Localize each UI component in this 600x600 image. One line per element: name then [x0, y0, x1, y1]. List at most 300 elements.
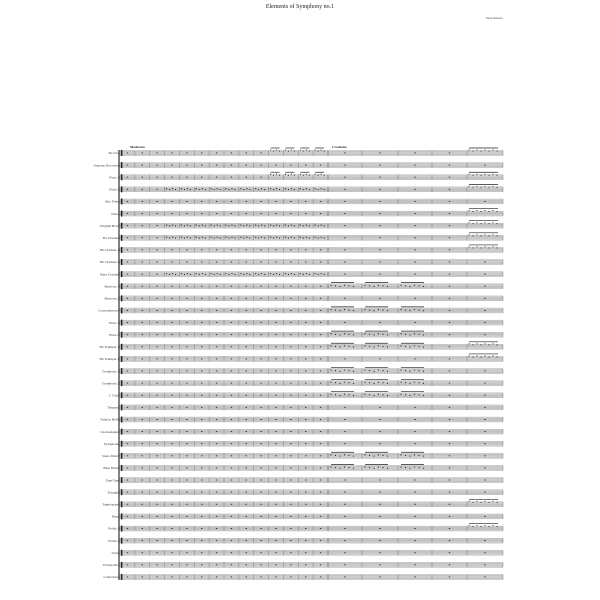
- note-head: [321, 188, 322, 189]
- rest: [127, 407, 128, 408]
- note-head: [255, 224, 256, 225]
- rest: [201, 358, 202, 359]
- rest: [344, 431, 345, 432]
- rest: [260, 334, 261, 335]
- rest: [216, 383, 217, 384]
- rest: [484, 419, 485, 420]
- rest: [201, 480, 202, 481]
- note-head: [387, 346, 388, 347]
- note-head: [211, 188, 212, 189]
- rest: [320, 467, 321, 468]
- note-head: [387, 371, 388, 372]
- note-head: [405, 467, 406, 468]
- note-head: [184, 189, 185, 190]
- note-head: [476, 222, 477, 223]
- rest: [484, 540, 485, 541]
- instrument-label: Bb Clarinet 2: [100, 260, 119, 265]
- note-head: [255, 188, 256, 189]
- staff: [120, 404, 503, 410]
- rest: [231, 480, 232, 481]
- staff: [120, 380, 503, 387]
- rest: [320, 577, 321, 578]
- rest: [231, 419, 232, 420]
- rest: [171, 419, 172, 420]
- rest: [320, 395, 321, 396]
- rest: [246, 262, 247, 263]
- note-head: [492, 210, 493, 211]
- rest: [305, 310, 306, 311]
- rest: [246, 346, 247, 347]
- note-head: [294, 225, 295, 226]
- instrument-label: Flute 1: [109, 175, 119, 180]
- staff: [120, 172, 503, 180]
- note-head: [205, 237, 206, 238]
- rest: [379, 213, 380, 214]
- rest: [186, 419, 187, 420]
- rest: [449, 577, 450, 578]
- rest: [414, 552, 415, 553]
- instrument-label: Tubular Bells: [99, 417, 119, 422]
- rest: [231, 431, 232, 432]
- note-head: [496, 175, 497, 176]
- note-head: [187, 237, 188, 238]
- rest: [379, 540, 380, 541]
- rest: [275, 504, 276, 505]
- rest: [484, 286, 485, 287]
- note-head: [187, 188, 188, 189]
- clef-mark: [121, 211, 122, 217]
- rest: [246, 249, 247, 250]
- note-head: [225, 188, 226, 189]
- rest: [305, 249, 306, 250]
- rest: [290, 165, 291, 166]
- note-head: [378, 454, 379, 455]
- rest: [290, 577, 291, 578]
- note-head: [344, 466, 345, 467]
- note-head: [418, 334, 419, 335]
- rest: [127, 249, 128, 250]
- note-head: [211, 273, 212, 274]
- rest: [127, 165, 128, 166]
- note-head: [382, 346, 383, 347]
- rest: [186, 480, 187, 481]
- note-head: [418, 285, 419, 286]
- note-head: [330, 369, 331, 370]
- rest: [320, 358, 321, 359]
- note-head: [496, 356, 497, 357]
- rest: [305, 552, 306, 553]
- rest: [231, 334, 232, 335]
- rest: [216, 540, 217, 541]
- rest: [171, 249, 172, 250]
- note-head: [382, 285, 383, 286]
- instrument-label: Flute 2: [109, 187, 119, 192]
- note-head: [480, 187, 481, 188]
- note-head: [348, 467, 349, 468]
- note-head: [285, 149, 286, 150]
- note-head: [378, 285, 379, 286]
- note-head: [335, 346, 336, 347]
- note-head: [279, 189, 280, 190]
- rest: [246, 492, 247, 493]
- note-head: [418, 467, 419, 468]
- rest: [449, 371, 450, 372]
- rest: [320, 322, 321, 323]
- note-head: [276, 149, 277, 150]
- rest: [171, 467, 172, 468]
- note-head: [496, 187, 497, 188]
- rest: [156, 455, 157, 456]
- note-head: [291, 174, 292, 175]
- rest: [142, 395, 143, 396]
- note-head: [492, 149, 493, 150]
- note-head: [273, 175, 274, 176]
- rest: [449, 383, 450, 384]
- staff: [120, 295, 503, 301]
- note-head: [344, 309, 345, 310]
- note-head: [217, 188, 218, 189]
- rest: [379, 274, 380, 275]
- rest: [305, 455, 306, 456]
- rest: [260, 407, 261, 408]
- staves: [119, 148, 503, 580]
- note-head: [476, 246, 477, 247]
- note-head: [279, 274, 280, 275]
- note-head: [187, 224, 188, 225]
- rest: [156, 262, 157, 263]
- note-head: [217, 224, 218, 225]
- rest: [414, 153, 415, 154]
- rest: [156, 334, 157, 335]
- rest: [246, 310, 247, 311]
- rest: [142, 383, 143, 384]
- clef-mark: [121, 513, 122, 519]
- rest: [127, 286, 128, 287]
- rest: [379, 237, 380, 238]
- rest: [246, 552, 247, 553]
- note-head: [243, 189, 244, 190]
- rest: [379, 249, 380, 250]
- note-head: [488, 187, 489, 188]
- note-head: [496, 150, 497, 151]
- note-head: [409, 346, 410, 347]
- clef-mark: [121, 150, 122, 156]
- rest: [484, 480, 485, 481]
- note-head: [315, 149, 316, 150]
- rest: [484, 564, 485, 565]
- rest: [156, 480, 157, 481]
- note-head: [303, 175, 304, 176]
- note-head: [306, 237, 307, 238]
- note-head: [243, 225, 244, 226]
- note-head: [261, 273, 262, 274]
- rest: [171, 540, 172, 541]
- note-head: [414, 382, 415, 383]
- rest: [275, 371, 276, 372]
- note-head: [496, 223, 497, 224]
- rest: [275, 443, 276, 444]
- rest: [201, 322, 202, 323]
- note-head: [382, 309, 383, 310]
- rest: [484, 298, 485, 299]
- rest: [186, 346, 187, 347]
- note-head: [211, 224, 212, 225]
- rest: [156, 516, 157, 517]
- rest: [379, 358, 380, 359]
- rest: [275, 249, 276, 250]
- rest: [201, 516, 202, 517]
- note-head: [243, 274, 244, 275]
- note-head: [387, 310, 388, 311]
- note-head: [303, 237, 304, 238]
- rest: [449, 516, 450, 517]
- rest: [484, 455, 485, 456]
- instrument-label: Glockenspiel: [100, 429, 119, 434]
- note-head: [220, 237, 221, 238]
- rest: [201, 407, 202, 408]
- rest: [290, 528, 291, 529]
- note-head: [273, 150, 274, 151]
- note-head: [387, 455, 388, 456]
- rest: [231, 310, 232, 311]
- rest: [142, 346, 143, 347]
- rest: [246, 286, 247, 287]
- rest: [449, 262, 450, 263]
- staff: [120, 320, 503, 326]
- rest: [305, 371, 306, 372]
- clef-mark: [121, 477, 122, 483]
- rest: [344, 480, 345, 481]
- rest: [260, 346, 261, 347]
- note-head: [387, 334, 388, 335]
- rest: [216, 249, 217, 250]
- rest: [127, 516, 128, 517]
- rest: [290, 213, 291, 214]
- rest: [127, 274, 128, 275]
- staff: [120, 367, 503, 374]
- note-head: [405, 346, 406, 347]
- note-head: [364, 333, 365, 334]
- rest: [186, 298, 187, 299]
- rest: [156, 153, 157, 154]
- note-head: [488, 235, 489, 236]
- note-head: [181, 273, 182, 274]
- rest: [156, 177, 157, 178]
- rest: [260, 298, 261, 299]
- rest: [201, 431, 202, 432]
- rest: [484, 516, 485, 517]
- rest: [305, 431, 306, 432]
- note-head: [330, 285, 331, 286]
- note-head: [205, 225, 206, 226]
- rest: [186, 528, 187, 529]
- note-head: [400, 382, 401, 383]
- note-head: [303, 274, 304, 275]
- rest: [305, 504, 306, 505]
- note-head: [199, 189, 200, 190]
- rest: [414, 540, 415, 541]
- tempo-mark-moderato: Moderato: [130, 145, 145, 149]
- rest: [449, 407, 450, 408]
- staff: [120, 513, 503, 519]
- rest: [290, 564, 291, 565]
- rest: [142, 540, 143, 541]
- rest: [344, 177, 345, 178]
- note-head: [405, 285, 406, 286]
- rest: [142, 431, 143, 432]
- rest: [186, 492, 187, 493]
- note-head: [196, 224, 197, 225]
- note-head: [339, 286, 340, 287]
- note-head: [315, 237, 316, 238]
- instrument-labels: [94, 151, 120, 579]
- note-head: [488, 150, 489, 151]
- rest: [246, 358, 247, 359]
- note-head: [270, 149, 271, 150]
- rest: [156, 383, 157, 384]
- rest: [320, 443, 321, 444]
- note-head: [488, 175, 489, 176]
- rest: [171, 552, 172, 553]
- rest: [246, 528, 247, 529]
- note-head: [264, 274, 265, 275]
- rest: [246, 419, 247, 420]
- note-head: [373, 455, 374, 456]
- note-head: [169, 189, 170, 190]
- note-head: [484, 149, 485, 150]
- rest: [260, 492, 261, 493]
- rest: [305, 346, 306, 347]
- note-head: [273, 274, 274, 275]
- rest: [201, 492, 202, 493]
- note-head: [496, 502, 497, 503]
- note-head: [373, 334, 374, 335]
- rest: [156, 322, 157, 323]
- rest: [127, 177, 128, 178]
- instrument-label: Oboe: [111, 211, 119, 216]
- note-head: [496, 344, 497, 345]
- rest: [414, 225, 415, 226]
- staff: [120, 233, 503, 241]
- note-head: [348, 285, 349, 286]
- rest: [231, 383, 232, 384]
- note-head: [220, 189, 221, 190]
- rest: [127, 322, 128, 323]
- rest: [186, 504, 187, 505]
- rest: [142, 455, 143, 456]
- note-head: [476, 355, 477, 356]
- instrument-label: Timpani: [107, 405, 119, 410]
- note-head: [488, 211, 489, 212]
- clef-mark: [121, 417, 122, 423]
- rest: [201, 577, 202, 578]
- rest: [186, 165, 187, 166]
- rest: [449, 358, 450, 359]
- rest: [290, 201, 291, 202]
- rest: [320, 213, 321, 214]
- instrument-label: Alto Flute: [104, 199, 119, 204]
- note-head: [348, 382, 349, 383]
- note-head: [400, 466, 401, 467]
- rest: [142, 310, 143, 311]
- rest: [484, 431, 485, 432]
- rest: [231, 213, 232, 214]
- rest: [275, 431, 276, 432]
- rest: [484, 443, 485, 444]
- rest: [379, 189, 380, 190]
- note-head: [181, 188, 182, 189]
- rest: [449, 334, 450, 335]
- rest: [142, 419, 143, 420]
- rest: [142, 165, 143, 166]
- note-head: [423, 310, 424, 311]
- note-head: [414, 369, 415, 370]
- note-head: [175, 237, 176, 238]
- note-head: [300, 188, 301, 189]
- rest: [142, 407, 143, 408]
- rest: [260, 395, 261, 396]
- rest: [231, 165, 232, 166]
- rest: [216, 262, 217, 263]
- note-head: [279, 175, 280, 176]
- rest: [320, 262, 321, 263]
- note-head: [468, 149, 469, 150]
- rest: [260, 322, 261, 323]
- note-head: [387, 383, 388, 384]
- staff: [120, 354, 503, 362]
- staff: [120, 307, 503, 314]
- note-head: [270, 188, 271, 189]
- rest: [171, 371, 172, 372]
- note-head: [472, 175, 473, 176]
- rest: [156, 395, 157, 396]
- instrument-label: Harp: [112, 514, 119, 519]
- note-head: [476, 234, 477, 235]
- staff: [120, 524, 503, 532]
- note-head: [243, 237, 244, 238]
- note-head: [484, 222, 485, 223]
- rest: [275, 358, 276, 359]
- instrument-label: Violoncello: [102, 563, 119, 568]
- rest: [216, 213, 217, 214]
- rest: [201, 165, 202, 166]
- rest: [142, 552, 143, 553]
- rest: [275, 298, 276, 299]
- note-head: [330, 309, 331, 310]
- rest: [201, 395, 202, 396]
- note-head: [202, 237, 203, 238]
- rest: [484, 310, 485, 311]
- rest: [171, 310, 172, 311]
- note-head: [378, 345, 379, 346]
- rest: [414, 177, 415, 178]
- instrument-label: Soprano Recorder: [93, 163, 119, 168]
- note-head: [405, 370, 406, 371]
- note-head: [382, 334, 383, 335]
- note-head: [318, 189, 319, 190]
- instrument-label: Bass Clarinet: [100, 272, 119, 277]
- rest: [127, 504, 128, 505]
- rest: [305, 165, 306, 166]
- rest: [260, 431, 261, 432]
- note-head: [228, 274, 229, 275]
- note-head: [184, 237, 185, 238]
- rest: [344, 189, 345, 190]
- rest: [484, 577, 485, 578]
- note-head: [472, 223, 473, 224]
- note-head: [348, 455, 349, 456]
- note-head: [196, 237, 197, 238]
